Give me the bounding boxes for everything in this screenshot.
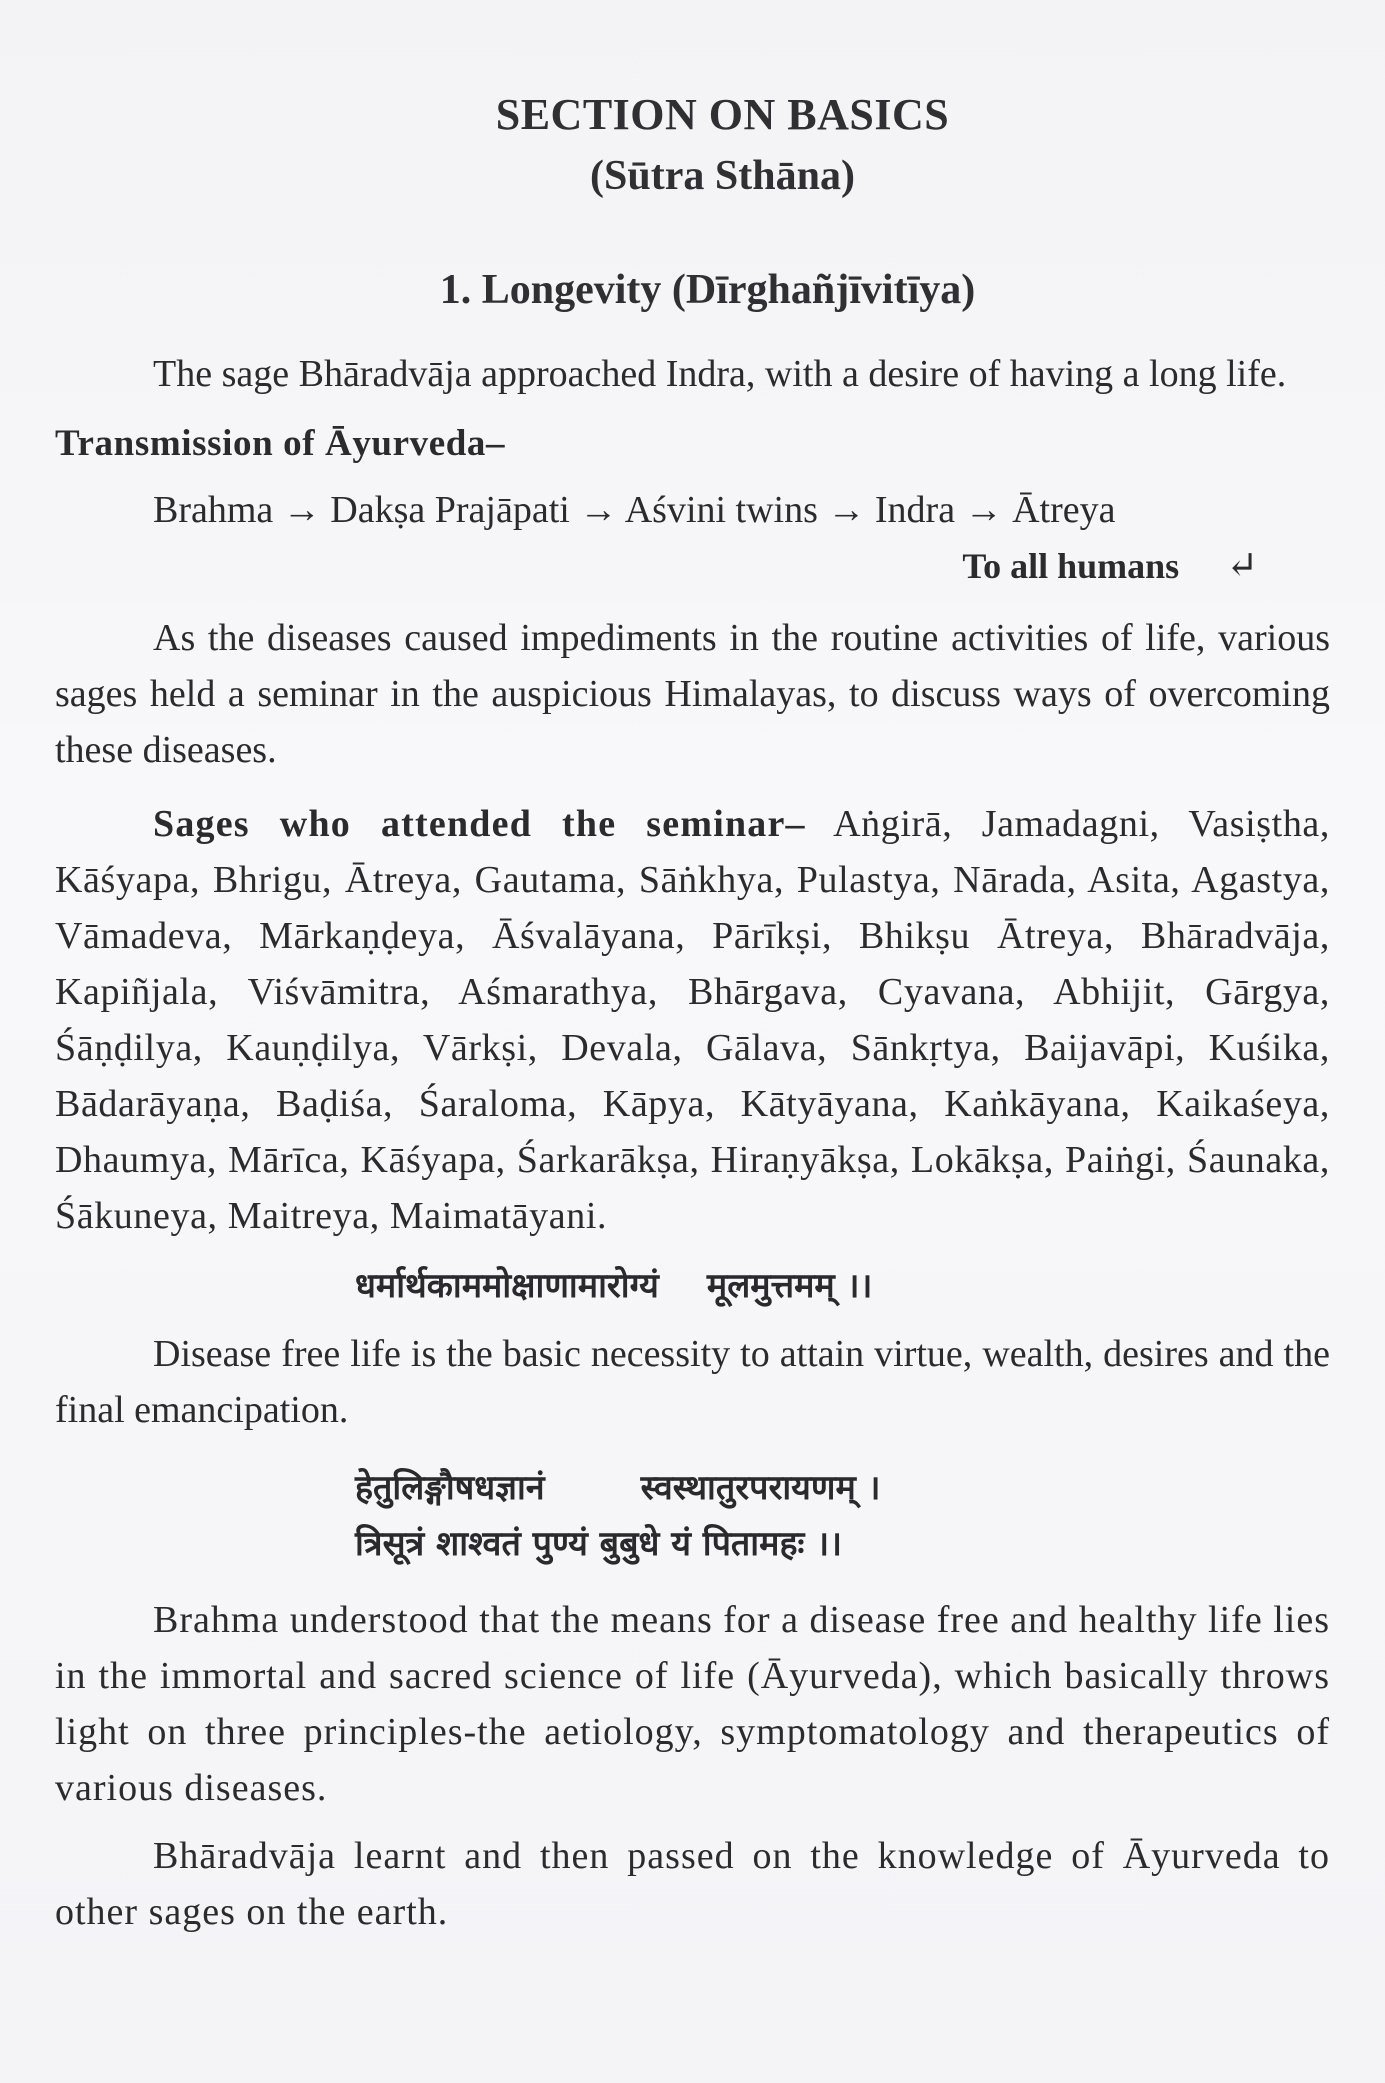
to-all-humans-row <box>55 538 1330 594</box>
shloka-1-part-2: मूलमुत्तमम् ।। <box>706 1266 873 1306</box>
return-arrow-icon: ↵ <box>1226 545 1258 587</box>
sages-label: Sages who attended the seminar– <box>153 803 806 845</box>
to-all-humans-label: To all humans <box>962 546 1180 586</box>
transmission-chain: Brahma → Dakṣa Prajāpati → Aśvini twins → Indra → Ātreya <box>153 489 1116 531</box>
disease-free-paragraph: Disease free life is the basic necessity to attain virtue, wealth, desires and the final emancipation. <box>55 1333 1330 1431</box>
shloka-2-line-1 <box>55 1460 1330 1516</box>
bharadvaja-paragraph: Bhāradvāja learnt and then passed on the knowledge of Āyurveda to other sages on the earth. <box>55 1835 1330 1933</box>
shloka-1-part-1: धर्मार्थकाममोक्षाणामारोग्यं <box>355 1266 659 1306</box>
section-title: SECTION ON BASICS <box>495 90 950 139</box>
section-subtitle: (Sūtra Sthāna) <box>590 153 855 199</box>
shloka-2-line-1-part-2: स्वस्थातुरपरायणम् । <box>640 1468 881 1508</box>
seminar-paragraph: As the diseases caused impediments in the routine activities of life, various sages held a seminar in the auspicious Himalayas, to discuss ways of overcoming these diseases. <box>55 617 1330 771</box>
shloka-2-line-1-part-1: हेतुलिङ्गौषधज्ञानं <box>355 1468 545 1508</box>
chapter-title: 1. Longevity (Dīrghañjīvitīya) <box>439 267 976 313</box>
sages-names: Aṅgirā, Jamadagni, Vasiṣtha, Kāśyapa, Bhrigu, Ātreya, Gautama, Sāṅkhya, Pulastya, Nārada, Asita, Agastya, Vāmadeva, Mārkaṇḍeya, Āśvalāyana, Pārīkṣi, Bhikṣu Ātreya, Bhāradvāja, Kapiñjala, Viśvāmitra, Aśmarathya, Bhārgava, Cyavana, Abhijit, Gārgya, Śāṇḍilya, Kauṇḍilya, Vārkṣi, Devala, Gālava, Sānkṛtya, Baijavāpi, Kuśika, Bādarāyaṇa, Baḍiśa, Śaraloma, Kāpya, Kātyāyana, Kaṅkāyana, Kaikaśeya, Dhaumya, Mārīca, Kāśyapa, Śarkarākṣa, Hiraṇyākṣa, Lokākṣa, Paiṅgi, Śaunaka, Śākuneya, Maitreya, Maimatāyani. <box>55 803 1330 1237</box>
shloka-2-line-2: त्रिसूत्रं शाश्वतं पुण्यं बुबुधे यं पितामहः ।। <box>355 1524 842 1564</box>
brahma-paragraph: Brahma understood that the means for a disease free and healthy life lies in the immortal and sacred science of life (Āyurveda), which basically throws light on three principles-the aetiology, symptomatology and therapeutics of various diseases. <box>55 1599 1330 1809</box>
intro-paragraph: The sage Bhāradvāja approached Indra, with a desire of having a long life. <box>153 353 1287 395</box>
shloka-1 <box>55 1258 1330 1314</box>
transmission-heading: Transmission of Āyurveda– <box>55 423 506 464</box>
sages-paragraph <box>55 796 1330 1244</box>
